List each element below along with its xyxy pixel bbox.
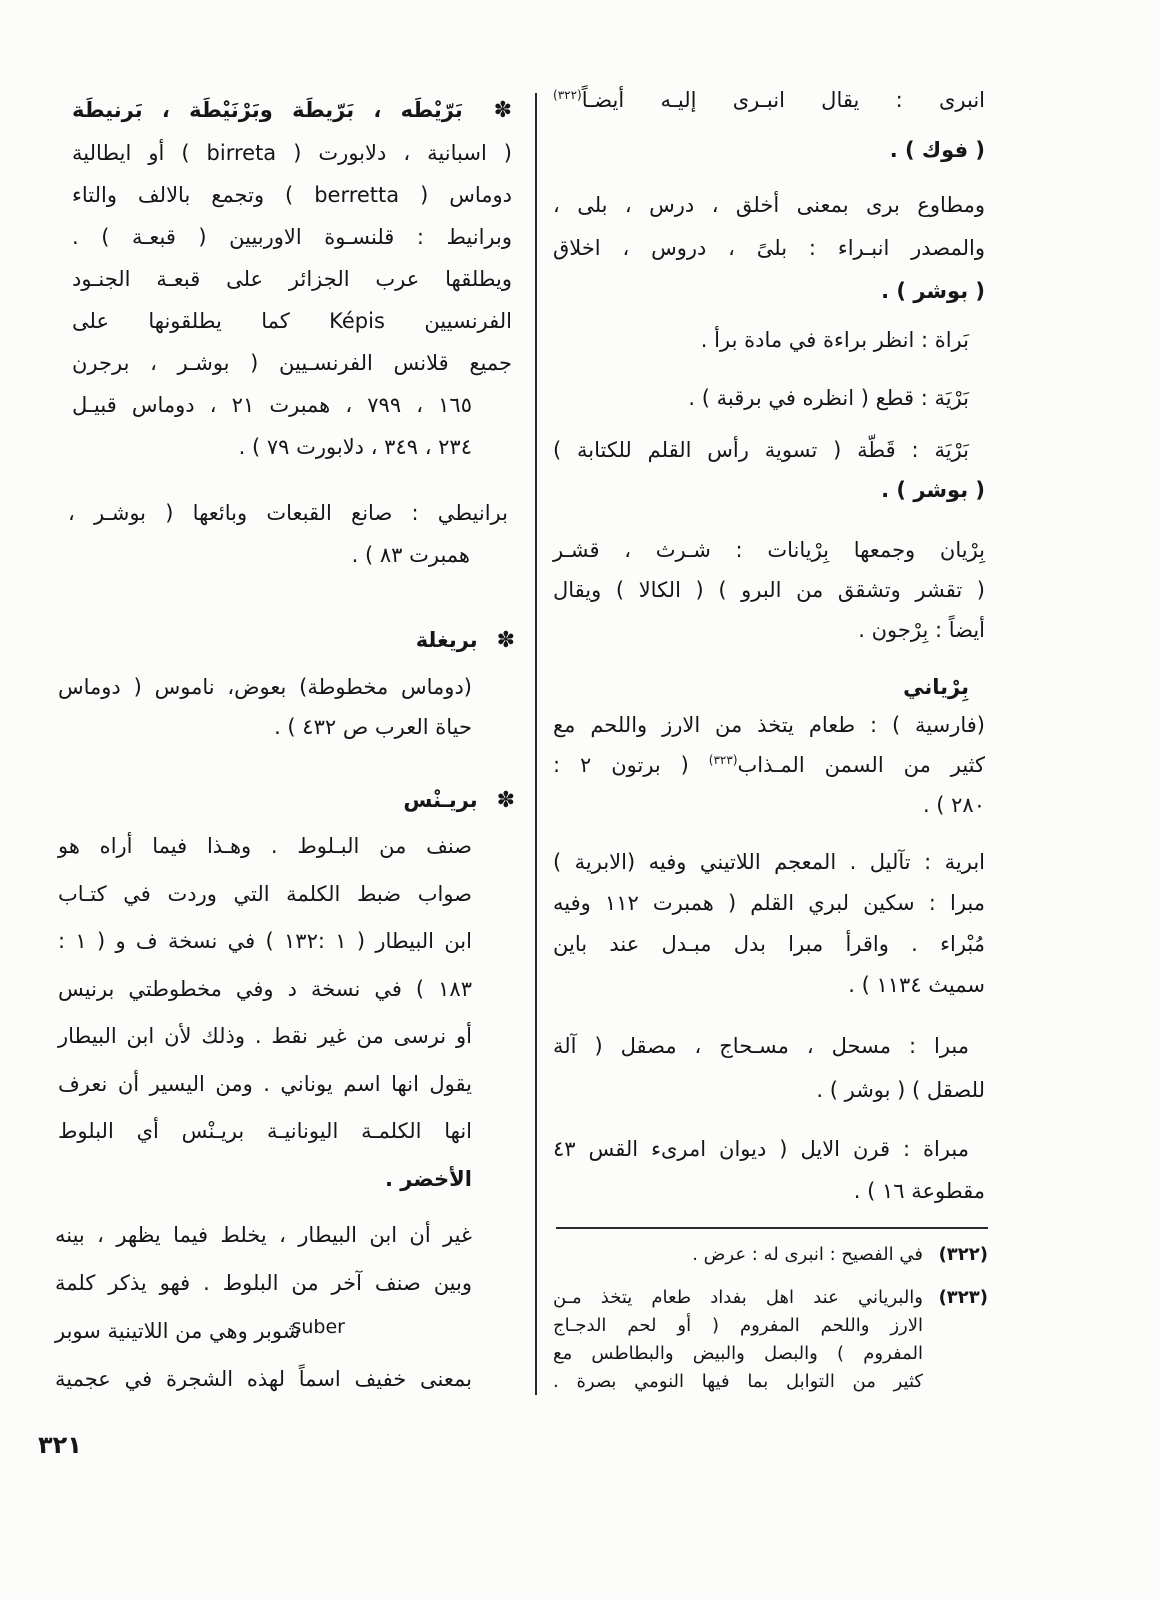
column-divider (535, 93, 537, 1395)
dictionary-entry (553, 319, 985, 361)
footnote-number: (٣٢٢) (938, 1244, 988, 1265)
entry-line: ١٦٥ ، ٧٩٩ ، همبرت ٢١ ، دوماس قبيـل (72, 393, 472, 417)
entry-headword: بريغلة (415, 628, 478, 652)
entry-line: صواب ضبط الكلمة التي وردت في كتـاب (58, 881, 472, 906)
entry-line: ( تقشر وتشقق من البرو ) ( الكالا ) ويقال (553, 578, 985, 602)
entry-heading (58, 778, 515, 823)
entry-line: الفرنسيين Képis كما يطلقونها على (72, 309, 513, 333)
dictionary-entry (68, 492, 508, 576)
entry-line: حياة العرب ص ٤٣٢ ) . (274, 715, 472, 739)
entry-line: مبرا : سكين لبري القلم ( همبرت ١١٢ وفيه (553, 891, 985, 915)
entry-line: بَرْيَة : قطع ( انظره في برقبة ) . (688, 386, 969, 410)
asterisk-icon (482, 89, 512, 132)
dictionary-entry (553, 1128, 985, 1212)
entry-line (553, 75, 985, 125)
entry-line: وبرانيط : قلنسـوة الاوربيين ( قبعـة ) . (72, 225, 512, 249)
dictionary-entry (553, 842, 985, 1006)
entry-line: مُبْراء . واقرأ مبرا بدل مبـدل عند باين (553, 932, 985, 956)
entry-line: (دوماس مخطوطة) بعوض، ناموس ( دوماس (58, 675, 472, 699)
entry-line: ( اسبانية ، دلابورت ( birreta ) أو ايطالية (72, 141, 512, 165)
entry-line: أيضاً : بِرْجون . (858, 618, 985, 642)
entry-line: وبين صنف آخر من البلوط . فهو يذكر كلمة (55, 1271, 472, 1295)
entry-headword: بريـنْس (403, 788, 478, 812)
asterisk-icon (485, 778, 515, 823)
dictionary-entry (553, 430, 985, 510)
entry-line: للصقل ) ( بوشر ) . (816, 1078, 985, 1102)
entry-line: بَرْيَة : قَطّة ( تسوية رأس القلم للكتابة ) (553, 438, 969, 462)
entry-line-text: انبرى : يقال انبـرى إليـه أيضـاً (581, 88, 985, 112)
entry-headword: بَرّيْطَه ، بَرّيطَة وبَرْنَيْطَة ، بَرنيطَة (72, 98, 463, 122)
entry-line: انها الكلمـة اليونانيـة بريـنْس أي البلوط (58, 1119, 472, 1143)
entry-line: ومطاوع برى بمعنى أخلق ، درس ، بلى ، (553, 193, 985, 217)
entry-line: ابن البيطار ( ١ :١٣٢ ) في نسخة ف و ( ١ : (58, 929, 472, 953)
asterisk-icon (485, 614, 515, 667)
entry-line: دوماس ( berretta ) وتجمع بالالف والتاء (72, 183, 513, 207)
entry-line: ( فوك ) . (889, 138, 985, 162)
dictionary-entry (553, 75, 985, 175)
footnote-reference: (٣٢٢) (553, 88, 582, 102)
latin-term: suber (291, 1316, 345, 1338)
footnote-reference: (٣٢٣) (708, 753, 738, 767)
entry-line: بمعنى خفيف اسماً لهذه الشجرة في عجمية (55, 1367, 472, 1391)
dictionary-entry (553, 184, 985, 313)
dictionary-entry (553, 670, 985, 825)
entry-line: ٢٨٠ ) . (922, 793, 985, 817)
entry-line: مبرا : مسحل ، مسـحاج ، مصقل ( آلة (553, 1034, 969, 1058)
entry-line: ابرية : تآليل . المعجم اللاتيني وفيه (الابرية ) (553, 850, 985, 874)
footnote (553, 1284, 988, 1396)
entry-line: جميع قلانس الفرنسـيين ( بوشـر ، برجرن (72, 351, 512, 375)
entry-line (55, 1307, 472, 1355)
footnote-line: كثير من التوابل بما فيها النومي بصرة . (553, 1371, 923, 1392)
entry-line: مبراة : قرن الايل ( ديوان امرىء القس ٤٣ (553, 1137, 969, 1161)
entry-line: همبرت ٨٣ ) . (351, 543, 470, 567)
entry-line: والمصدر انبـراء : بلىً ، دروس ، اخلاق (553, 236, 985, 260)
entry-line: ١٨٣ ) في نسخة د وفي مخطوطتي برنيس (58, 976, 472, 1001)
entry-line: ( بوشر ) . (881, 279, 985, 303)
entry-line-text: كثير من السمن المـذاب (737, 753, 985, 777)
entry-line: برانيطي : صانع القبعات وبائعها ( بوشـر ، (68, 501, 508, 525)
dictionary-entry (72, 89, 512, 468)
entry-line: غير أن ابن البيطار ، يخلط فيما يظهر ، بينه (55, 1223, 472, 1247)
page-number: ٣٢١ (38, 1431, 82, 1459)
entry-line: يقول انها اسم يوناني . ومن اليسير أن نعرف (58, 1071, 472, 1096)
footnote-line: والبرياني عند اهل بفداد طعام يتخذ مـن (553, 1287, 923, 1308)
entry-line: ويطلقها عرب الجزائر على قبعـة الجنـود (72, 267, 512, 291)
footnote-line: المفروم ) والبصل والبيض والبطاطس مع (553, 1343, 923, 1364)
footnote-line: في الفصيح : انبرى له : عرض . (692, 1244, 923, 1265)
entry-line: ( بوشر ) . (881, 478, 985, 502)
footnote-number: (٣٢٣) (938, 1287, 988, 1308)
entry-line: سميث ١١٣٤ ) . (848, 973, 985, 997)
entry-line-text: ( برتون ٢ : (553, 753, 709, 777)
footnote-line: الارز واللحم المفروم ( أو لحم الدجـاج (553, 1315, 923, 1336)
footnote (553, 1242, 988, 1268)
entry-line (553, 745, 985, 785)
entry-line: بَراة : انظر براءة في مادة برأ . (700, 328, 969, 352)
entry-line: مقطوعة ١٦ ) . (853, 1179, 985, 1203)
dictionary-entry (553, 530, 985, 650)
dictionary-entry (553, 377, 985, 419)
entry-line: الأخضر . (384, 1166, 472, 1191)
footnote-rule (556, 1227, 988, 1229)
entry-line: ٢٣٤ ، ٣٤٩ ، دلابورت ٧٩ ) . (238, 435, 472, 459)
dictionary-entry (55, 1211, 472, 1403)
entry-line-text: شوبر وهي من اللاتينية سوبر (55, 1319, 301, 1343)
entry-heading (58, 614, 515, 667)
entry-line: بِرْيان وجمعها بِرْيانات : شـرث ، قشـر (553, 538, 985, 562)
entry-line (72, 89, 512, 132)
entry-line: أو نرسى من غير نقط . وذلك لأن ابن البيطار (58, 1024, 472, 1048)
entry-headword: بِرْياني (903, 675, 969, 699)
dictionary-entry (58, 778, 515, 1203)
dictionary-entry (553, 1024, 985, 1112)
dictionary-entry (58, 614, 515, 747)
entry-line: (فارسية ) : طعام يتخذ من الارز واللحم مع (553, 713, 985, 737)
entry-line: صنف من البـلوط . وهـذا فيما أراه هو (58, 834, 472, 858)
